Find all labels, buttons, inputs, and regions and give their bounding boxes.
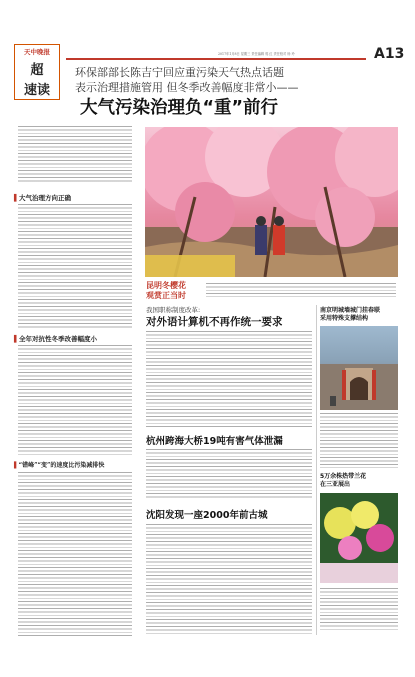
r2-title-line2: 在三亚展出 bbox=[320, 481, 351, 488]
r2-title bbox=[320, 473, 366, 489]
photo1-caption-line1: 昆明冬樱花 bbox=[146, 281, 186, 290]
photo1-caption-text bbox=[206, 283, 396, 297]
cherry-blossom-illustration bbox=[145, 127, 398, 277]
sec3-title-text: “错峰”“变”的速度比污染减排快 bbox=[18, 462, 105, 469]
intro-text bbox=[18, 126, 132, 184]
sec1-body bbox=[18, 204, 132, 328]
cherry-blossom-photo bbox=[145, 127, 398, 277]
sec2-title-text: 全年对抗性冬季改善幅度小 bbox=[19, 335, 97, 343]
article1-title: 对外语计算机不再作统一要求 bbox=[146, 316, 283, 328]
article2-body bbox=[146, 449, 312, 499]
section-label-1: 超 bbox=[30, 63, 44, 78]
newspaper-logo: 天中晚报 bbox=[24, 48, 50, 56]
kicker-line-2: 表示治理措施管用 但冬季改善幅度非常小—— bbox=[75, 81, 299, 94]
city-gate-illustration bbox=[320, 326, 398, 410]
r1-title-line2: 采用特殊支撑结构 bbox=[320, 315, 369, 322]
page-number: A13 bbox=[374, 46, 405, 62]
masthead-box bbox=[14, 44, 60, 100]
header-rule bbox=[66, 58, 366, 60]
sec2-title: ▌全年对抗性冬季改善幅度小 bbox=[14, 335, 97, 343]
header-info: 2017年1月8日 星期三 责任编辑 郭 红 责任校对 杨 玲 bbox=[218, 52, 295, 56]
r2-title-line1: 5万余株热带兰花 bbox=[320, 473, 367, 480]
sec2-body bbox=[18, 345, 132, 457]
r1-title-line1: 南京明城墙城门挂春联 bbox=[320, 307, 381, 314]
article1-body bbox=[146, 331, 312, 427]
r1-body bbox=[320, 413, 398, 468]
sec3-title: ▌“错峰”“变”的速度比污染减排快 bbox=[14, 462, 105, 469]
sec3-body bbox=[18, 472, 132, 637]
r1-title bbox=[320, 307, 380, 323]
right-divider bbox=[316, 305, 317, 635]
sec1-title-text: 大气治理方向正确 bbox=[19, 194, 71, 202]
orchid-photo bbox=[320, 493, 398, 583]
photo1-caption-line2: 观赏正当时 bbox=[146, 291, 186, 300]
article3-body bbox=[146, 524, 312, 634]
article1-kicker: 我国职称制度改革: bbox=[146, 306, 201, 314]
city-gate-photo bbox=[320, 326, 398, 410]
article2-title: 杭州跨海大桥19吨有害气体泄漏 bbox=[146, 436, 283, 447]
photo1-caption-title bbox=[146, 281, 186, 301]
r2-body bbox=[320, 588, 398, 632]
kicker-line-1: 环保部部长陈吉宁回应重污染天气热点话题 bbox=[75, 66, 284, 79]
orchid-illustration bbox=[320, 493, 398, 583]
main-headline: 大气污染治理负“重”前行 bbox=[80, 98, 279, 118]
section-label-2: 速读 bbox=[23, 83, 50, 98]
sec1-title: ▌大气治理方向正确 bbox=[14, 194, 71, 202]
article3-title: 沈阳发现一座2000年前古城 bbox=[146, 510, 268, 521]
